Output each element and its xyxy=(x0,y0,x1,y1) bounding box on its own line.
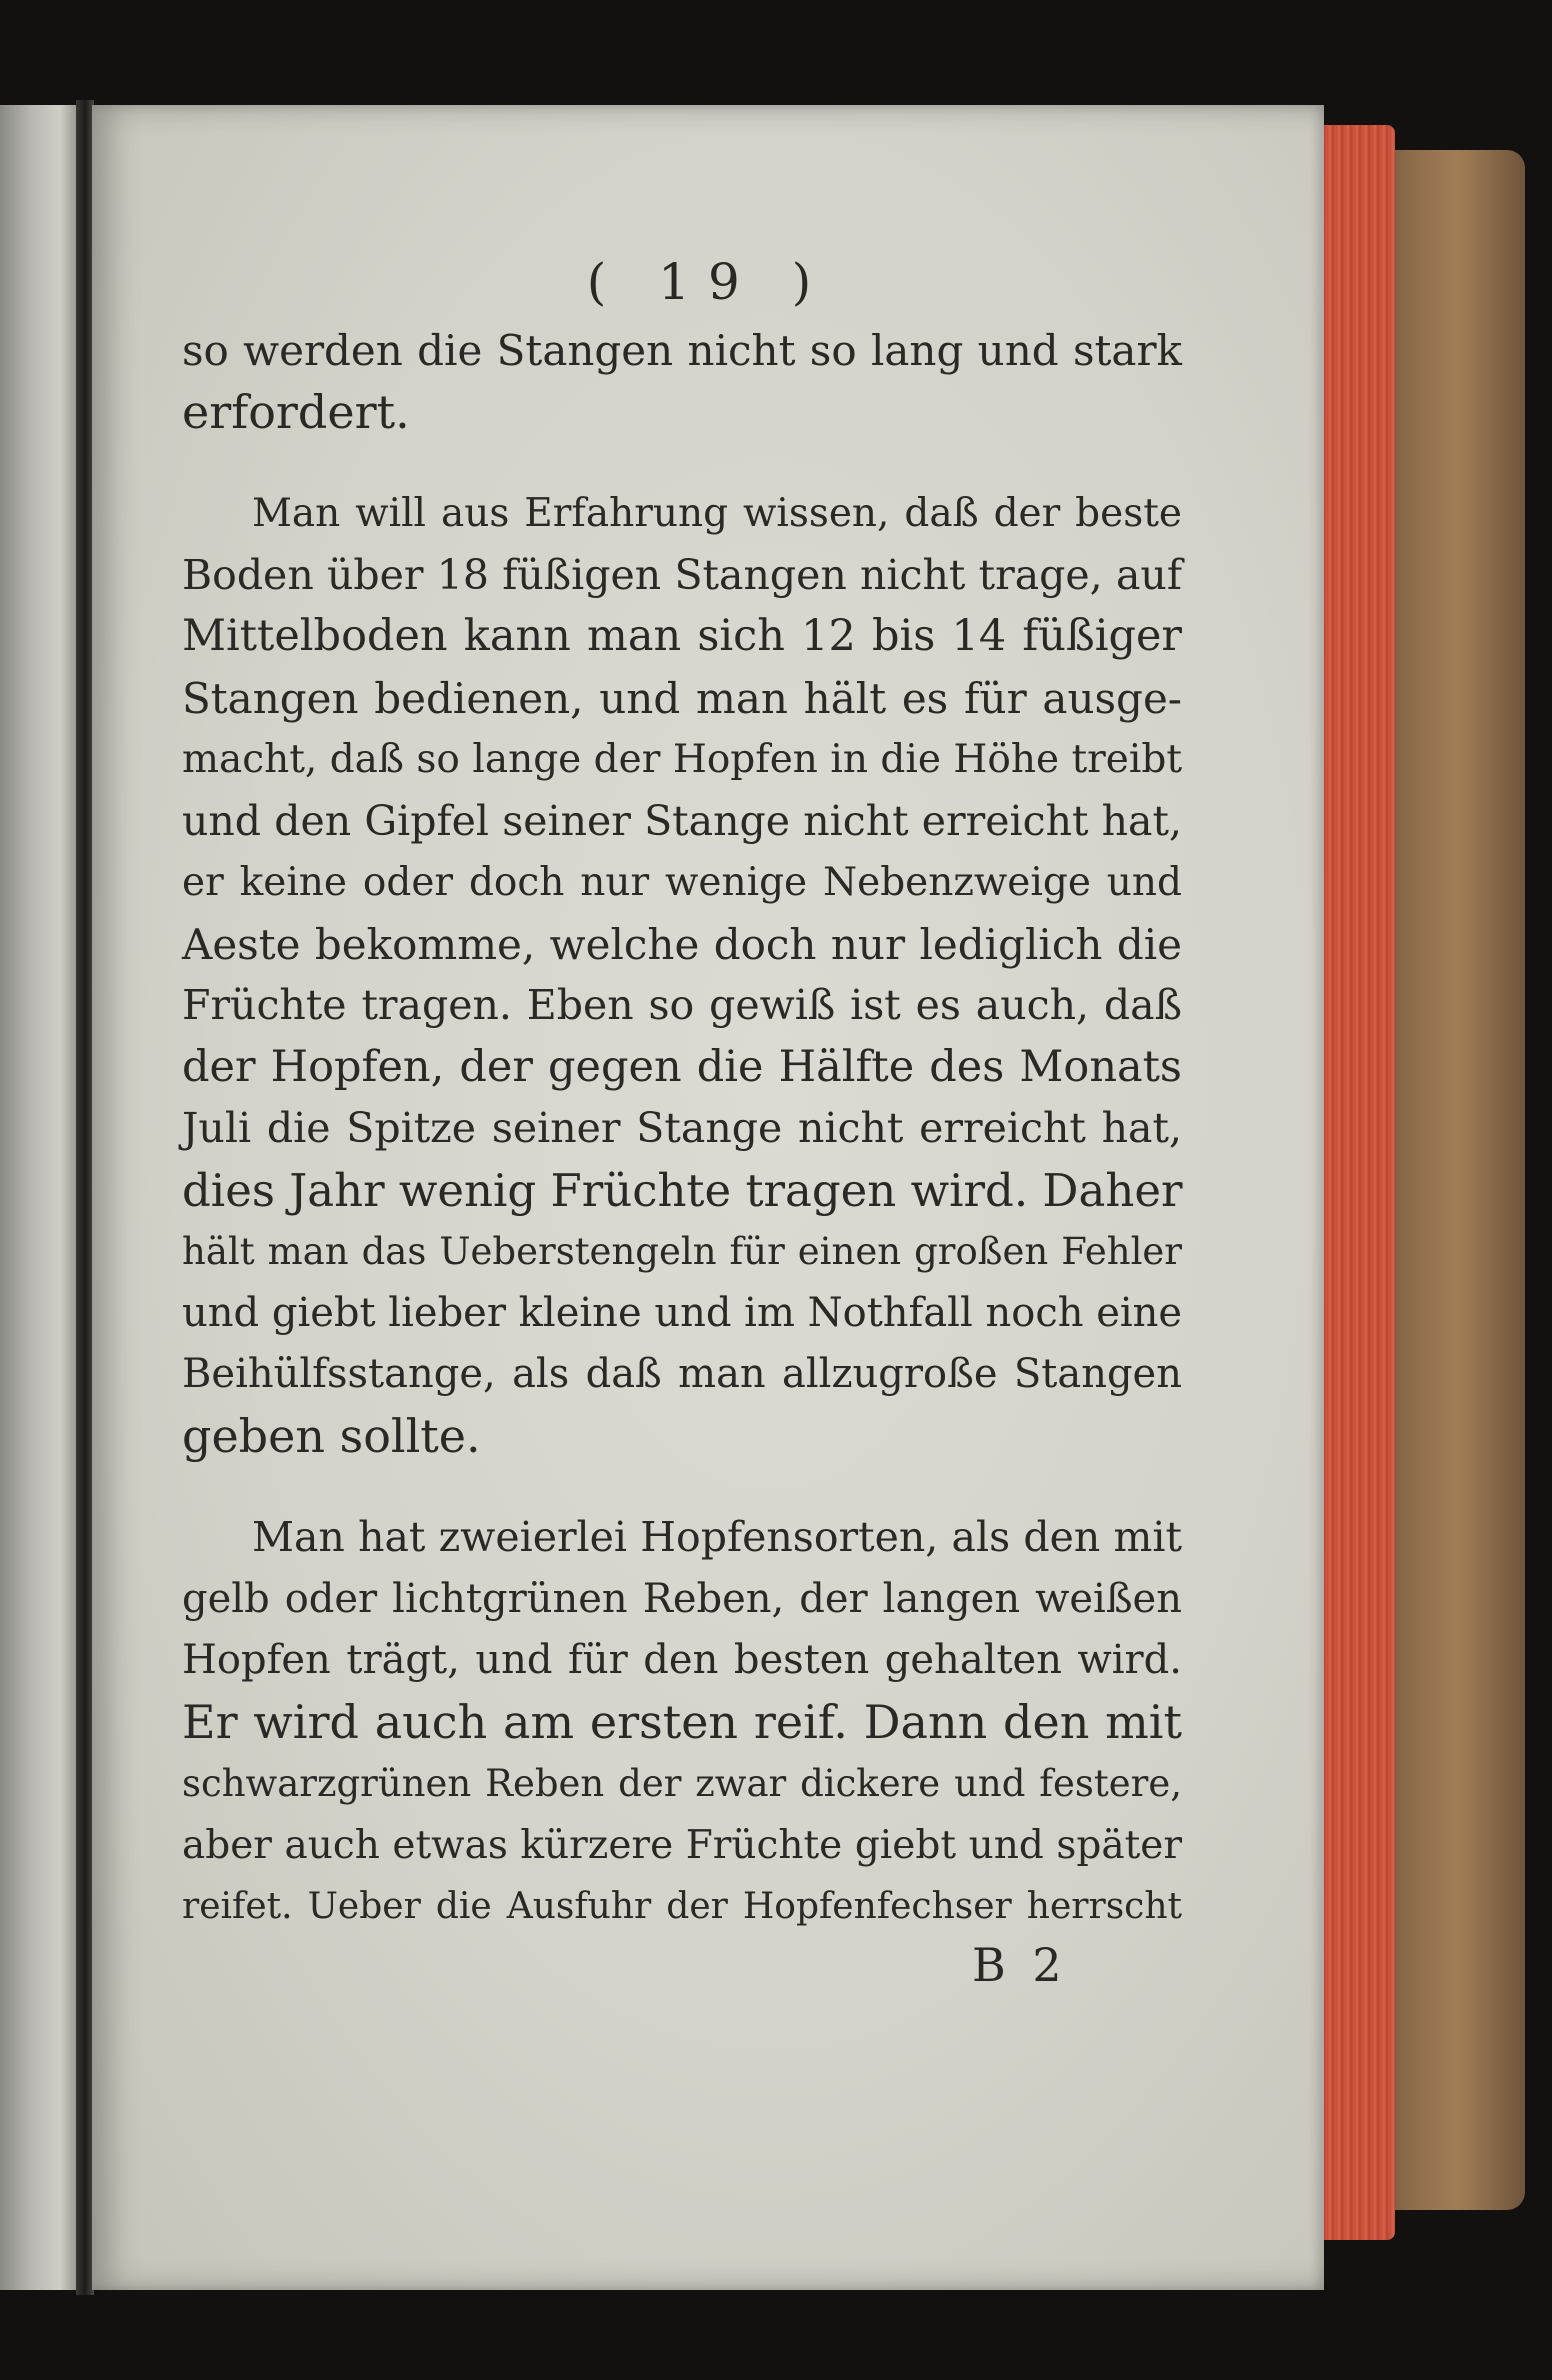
text-line: Beihülfsstange, als daß man allzugroße Stangen xyxy=(182,1351,1182,1397)
text-line: Aeste bekomme, welche doch nur lediglich die xyxy=(182,919,1182,969)
text-line: aber auch etwas kürzere Früchte giebt und später xyxy=(182,1822,1182,1868)
text-line: gelb oder lichtgrünen Reben, der langen weißen xyxy=(182,1575,1182,1622)
text-line: hält man das Ueberstengeln für einen großen Fehler xyxy=(182,1230,1182,1273)
signature-mark: B 2 xyxy=(972,1938,1068,1992)
text-line: erfordert. xyxy=(182,384,410,439)
text-line: macht, daß so lange der Hopfen in die Höhe treibt xyxy=(182,737,1182,782)
text-line: Früchte tragen. Eben so gewiß ist es auch, daß xyxy=(182,981,1182,1029)
paragraph-1 xyxy=(182,320,1182,443)
text-line: dies Jahr wenig Früchte tragen wird. Daher xyxy=(182,1163,1183,1217)
paragraph-gap xyxy=(182,443,1182,483)
paragraph-2 xyxy=(182,483,1182,1467)
text-line: reifet. Ueber die Ausfuhr der Hopfenfechser herrscht xyxy=(182,1886,1182,1927)
paragraph-3 xyxy=(182,1507,1182,1938)
text-line: der Hopfen, der gegen die Hälfte des Monats xyxy=(182,1041,1182,1092)
left-page-edge xyxy=(0,105,80,2290)
text-line: Hopfen trägt, und für den besten gehalten wird. xyxy=(182,1637,1182,1683)
page-body-text xyxy=(182,320,1182,1938)
text-line: Mittelboden kann man sich 12 bis 14 füßiger xyxy=(182,611,1182,661)
text-line: Stangen bedienen, und man hält es für ausge- xyxy=(182,673,1182,723)
text-line: so werden die Stangen nicht so lang und stark xyxy=(182,326,1182,375)
text-line: Er wird auch am ersten reif. Dann den mit xyxy=(182,1694,1182,1749)
paragraph-gap xyxy=(182,1467,1182,1507)
text-line: er keine oder doch nur wenige Nebenzweige und xyxy=(182,860,1182,905)
text-line: Juli die Spitze seiner Stange nicht erreicht hat, xyxy=(182,1104,1182,1152)
text-line: Man hat zweierlei Hopfensorten, als den mit xyxy=(252,1513,1182,1561)
text-line: und den Gipfel seiner Stange nicht erreicht hat, xyxy=(182,796,1182,845)
book-page xyxy=(92,105,1324,2290)
text-line: und giebt lieber kleine und im Nothfall noch eine xyxy=(182,1289,1183,1336)
text-line: Boden über 18 füßigen Stangen nicht trage, auf xyxy=(182,550,1182,599)
text-line: geben sollte. xyxy=(182,1408,481,1463)
text-line: Man will aus Erfahrung wissen, daß der beste xyxy=(252,491,1182,536)
page-number: ( 19 ) xyxy=(586,253,830,311)
text-line: schwarzgrünen Reben der zwar dickere und festere, xyxy=(182,1762,1182,1805)
